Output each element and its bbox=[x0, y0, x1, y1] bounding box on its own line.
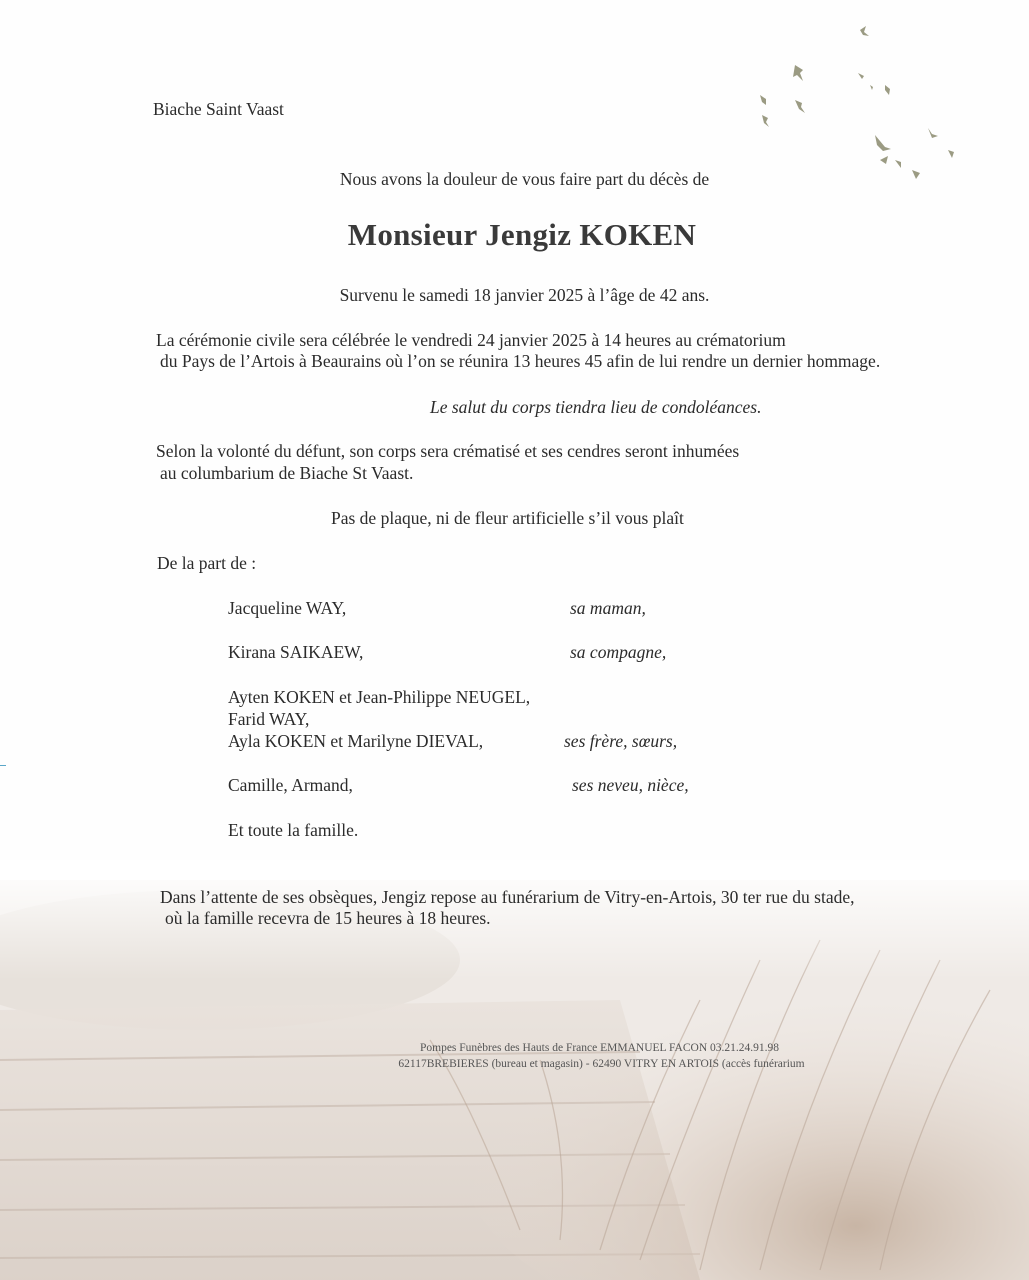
condolences-note: Le salut du corps tiendra lieu de condoléances. bbox=[430, 397, 762, 417]
footer-line-2: 62117BREBIERES (bureau et magasin) - 62490 VITRY EN ARTOIS (accès funérarium bbox=[398, 1058, 805, 1070]
family-relation: sa maman, bbox=[570, 598, 646, 618]
family-relation: ses neveu, nièce, bbox=[572, 775, 689, 795]
family-relation: ses frère, sœurs, bbox=[564, 731, 678, 751]
family-name: Ayla KOKEN et Marilyne DIEVAL, bbox=[228, 731, 484, 751]
cremation-line-2: au columbarium de Biache St Vaast. bbox=[160, 463, 414, 483]
family-relation: sa compagne, bbox=[570, 642, 667, 662]
flowers-note: Pas de plaque, ni de fleur artificielle s’il vous plaît bbox=[331, 508, 684, 528]
intro-text: Nous avons la douleur de vous faire part du décès de bbox=[339, 169, 710, 189]
deceased-name: Monsieur Jengiz KOKEN bbox=[347, 217, 697, 252]
footer-line-1: Pompes Funèbres des Hauts de France EMMANUEL FACON 03.21.24.91.98 bbox=[419, 1042, 780, 1054]
wake-line-2: où la famille recevra de 15 heures à 18 heures. bbox=[165, 908, 491, 928]
family-name: Kirana SAIKAEW, bbox=[228, 642, 364, 662]
ceremony-line-2: du Pays de l’Artois à Beaurains où l’on se réunira 13 heures 45 afin de lui rendre un dernier hommage. bbox=[160, 351, 881, 371]
death-info: Survenu le samedi 18 janvier 2025 à l’âge de 42 ans. bbox=[339, 285, 710, 305]
ceremony-line-1: La cérémonie civile sera célébrée le vendredi 24 janvier 2025 à 14 heures au crématorium bbox=[156, 330, 786, 350]
family-name: Jacqueline WAY, bbox=[228, 598, 347, 618]
scan-edge-mark bbox=[0, 765, 6, 766]
family-name: Camille, Armand, bbox=[228, 775, 353, 795]
from-label: De la part de : bbox=[157, 553, 257, 573]
family-name: Farid WAY, bbox=[228, 709, 310, 729]
location: Biache Saint Vaast bbox=[153, 99, 284, 119]
wake-line-1: Dans l’attente de ses obsèques, Jengiz repose au funérarium de Vitry-en-Artois, 30 ter rue du stade, bbox=[160, 887, 855, 907]
family-name: Et toute la famille. bbox=[228, 820, 359, 840]
birds-decoration bbox=[760, 26, 954, 179]
cremation-line-1: Selon la volonté du défunt, son corps sera crématisé et ses cendres seront inhumées bbox=[156, 441, 740, 461]
family-name: Ayten KOKEN et Jean-Philippe NEUGEL, bbox=[228, 687, 531, 707]
